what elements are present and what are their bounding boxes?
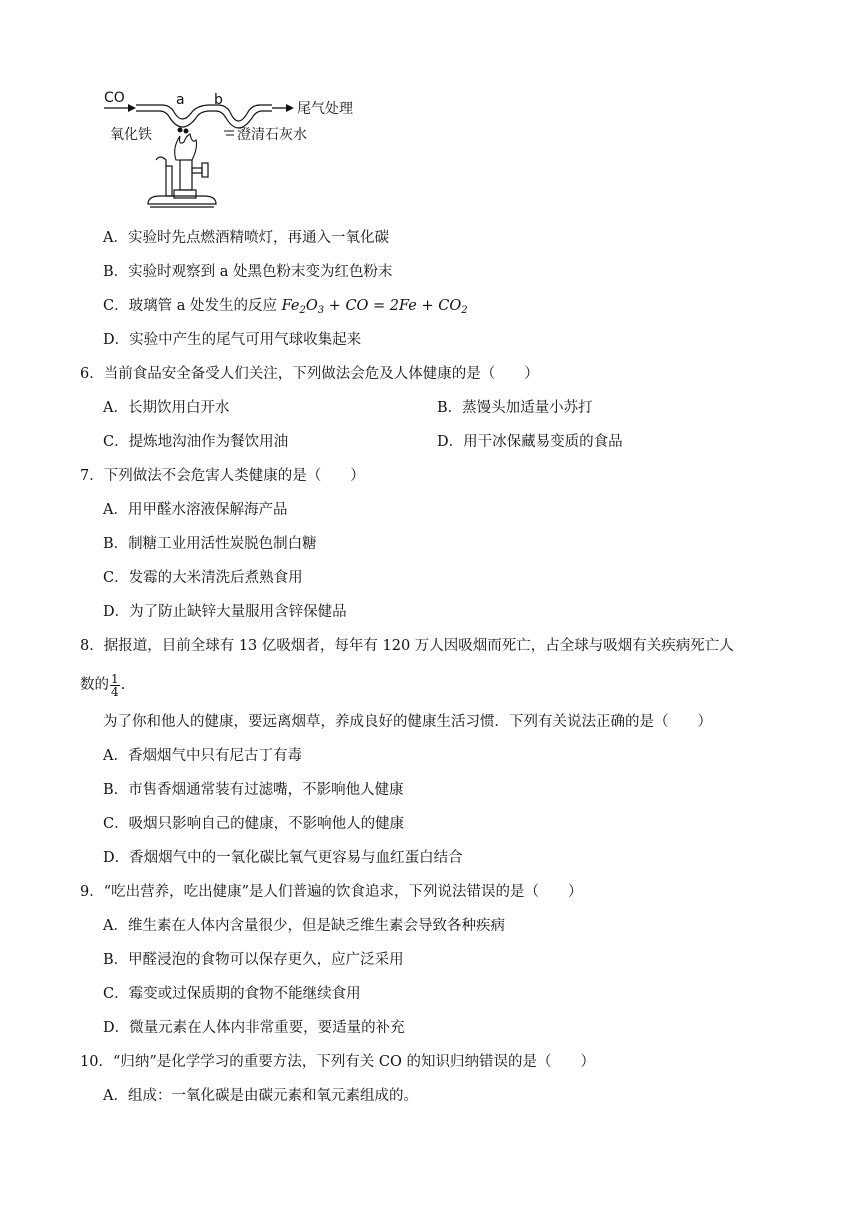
q9-option-d: D．微量元素在人体内非常重要，要适量的补充 [103, 1020, 405, 1036]
q9-stem: 9．“吃出营养，吃出健康”是人们普遍的饮食追求，下列说法错误的是（ ） [80, 884, 583, 900]
q7-stem: 7．下列做法不会危害人类健康的是（ ） [80, 468, 365, 484]
q6-option-b: B．蒸馒头加适量小苏打 [437, 400, 593, 416]
exhaust-arrow-head [286, 104, 294, 112]
q8-option-a: A．香烟烟气中只有尼古丁有毒 [103, 748, 302, 764]
q6-option-d: D．用干冰保藏易变质的食品 [437, 434, 623, 450]
q7-option-d: D．为了防止缺锌大量服用含锌保健品 [103, 604, 347, 620]
co-reduction-apparatus-diagram [100, 86, 390, 214]
exhaust-label: 尾气处理 [297, 101, 353, 117]
q10-stem: 10．“归纳”是化学学习的重要方法，下列有关 CO 的知识归纳错误的是（ ） [80, 1054, 595, 1070]
q5-option-d: D．实验中产生的尾气可用气球收集起来 [103, 332, 362, 348]
flame-icon [175, 134, 197, 160]
q6-option-a: A．长期饮用白开水 [103, 400, 230, 416]
q7-option-b: B．制糖工业用活性炭脱色制白糖 [103, 536, 317, 552]
q5-option-c-equation: $Fe_2O_3$ + CO = $2Fe + CO_2$ [281, 298, 468, 316]
fraction-one-quarter: $\frac{1}{4}$ [111, 671, 119, 699]
q5-option-c-text: C．玻璃管 a 处发生的反应 [103, 298, 282, 314]
iron-oxide-label: 氧化铁 [110, 127, 152, 143]
q8-option-b: B．市售香烟通常装有过滤嘴，不影响他人健康 [103, 782, 404, 798]
q5-option-a: A．实验时先点燃酒精喷灯，再通入一氧化碳 [103, 230, 389, 246]
iron-oxide-powder [178, 128, 183, 133]
q9-option-b: B．甲醛浸泡的食物可以保存更久，应广泛采用 [103, 952, 404, 968]
q6-option-c: C．提炼地沟油作为餐饮用油 [103, 434, 289, 450]
limewater-label: 澄清石灰水 [237, 127, 307, 143]
q10-option-a: A．组成：一氧化碳是由碳元素和氧元素组成的。 [103, 1088, 418, 1104]
q7-option-a: A．用甲醛水溶液保解海产品 [103, 502, 288, 518]
q8-option-d: D．香烟烟气中的一氧化碳比氧气更容易与血红蛋白结合 [103, 850, 463, 866]
tube-label-a: a [176, 92, 185, 108]
co-arrow-head [128, 104, 136, 112]
q5-option-c [103, 296, 468, 321]
q6-stem: 6．当前食品安全备受人们关注，下列做法会危及人体健康的是（ ） [80, 366, 539, 382]
q8-stem-line2: 数的 $\frac{1}{4}$ . [80, 671, 126, 699]
q9-option-c: C．霉变或过保质期的食物不能继续食用 [103, 986, 361, 1002]
q8-option-c: C．吸烟只影响自己的健康，不影响他人的健康 [103, 816, 405, 832]
q5-option-b: B．实验时观察到 a 处黑色粉末变为红色粉末 [103, 264, 393, 280]
q7-option-c: C．发霉的大米清洗后煮熟食用 [103, 570, 303, 586]
glass-tube [136, 105, 272, 128]
q8-stem-line3: 为了你和他人的健康，要远离烟草，养成良好的健康生活习惯．下列有关说法正确的是（ ） [103, 714, 712, 730]
co-label: CO [104, 90, 125, 106]
q9-option-a: A．维生素在人体内含量很少，但是缺乏维生素会导致各种疾病 [103, 918, 505, 934]
q8-stem-line1: 8．据报道，目前全球有 13 亿吸烟者，每年有 120 万人因吸烟而死亡，占全球与吸烟有关疾病死亡人 [80, 638, 734, 654]
tube-label-b: b [214, 92, 223, 108]
alcohol-blowtorch [148, 157, 216, 207]
